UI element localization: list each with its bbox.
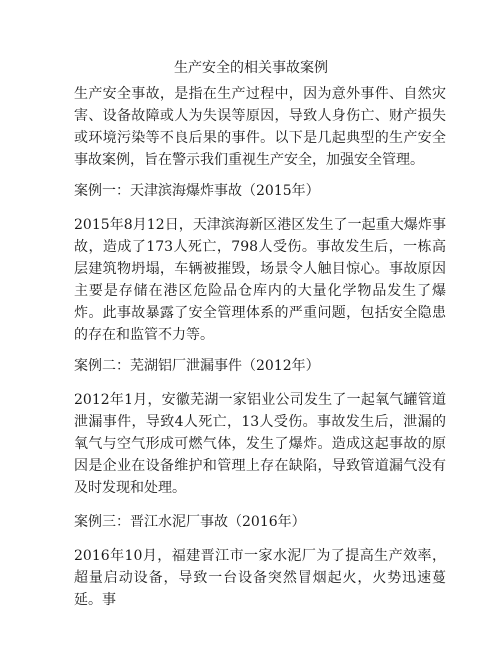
case-2-body: 2012年1月，安徽芜湖一家铝业公司发生了一起氧气罐管道泄漏事件，导致4人死亡，13人受伤。事故发生后，泄漏的氧气与空气形成可燃气体，发生了爆炸。造成这起事故的原因是企业在设备维护和管理上存在缺陷，导致管道漏气没有及时发现和处理。 <box>74 392 446 496</box>
case-1-heading: 案例一：天津滨海爆炸事故（2015年） <box>74 183 320 199</box>
case-2-heading: 案例二：芜湖铝厂泄漏事件（2012年） <box>74 358 320 374</box>
case-3-heading: 案例三：晋江水泥厂事故（2016年） <box>74 514 306 530</box>
case-1-body: 2015年8月12日，天津滨海新区港区发生了一起重大爆炸事故，造成了173人死亡，798人受伤。事故发生后，一栋高层建筑物坍塌，车辆被摧毁，场景令人触目惊心。事故原因主要是存储在港区危险品仓库内的大量化学物品发生了爆炸。此事故暴露了安全管理体系的严重问题，包括安全隐患的存在和监管不力等。 <box>74 217 446 343</box>
intro-paragraph: 生产安全事故，是指在生产过程中，因为意外事件、自然灾害、设备故障或人为失误等原因，导致人身伤亡、财产损失或环境污染等不良后果的事件。以下是几起典型的生产安全事故案例，旨在警示我们重视生产安全，加强安全管理。 <box>74 86 446 168</box>
document-title: 生产安全的相关事故案例 <box>174 60 328 76</box>
case-3-body: 2016年10月，福建晋江市一家水泥厂为了提高生产效率，超量启动设备，导致一台设备突然冒烟起火，火势迅速蔓延。事 <box>74 548 446 608</box>
